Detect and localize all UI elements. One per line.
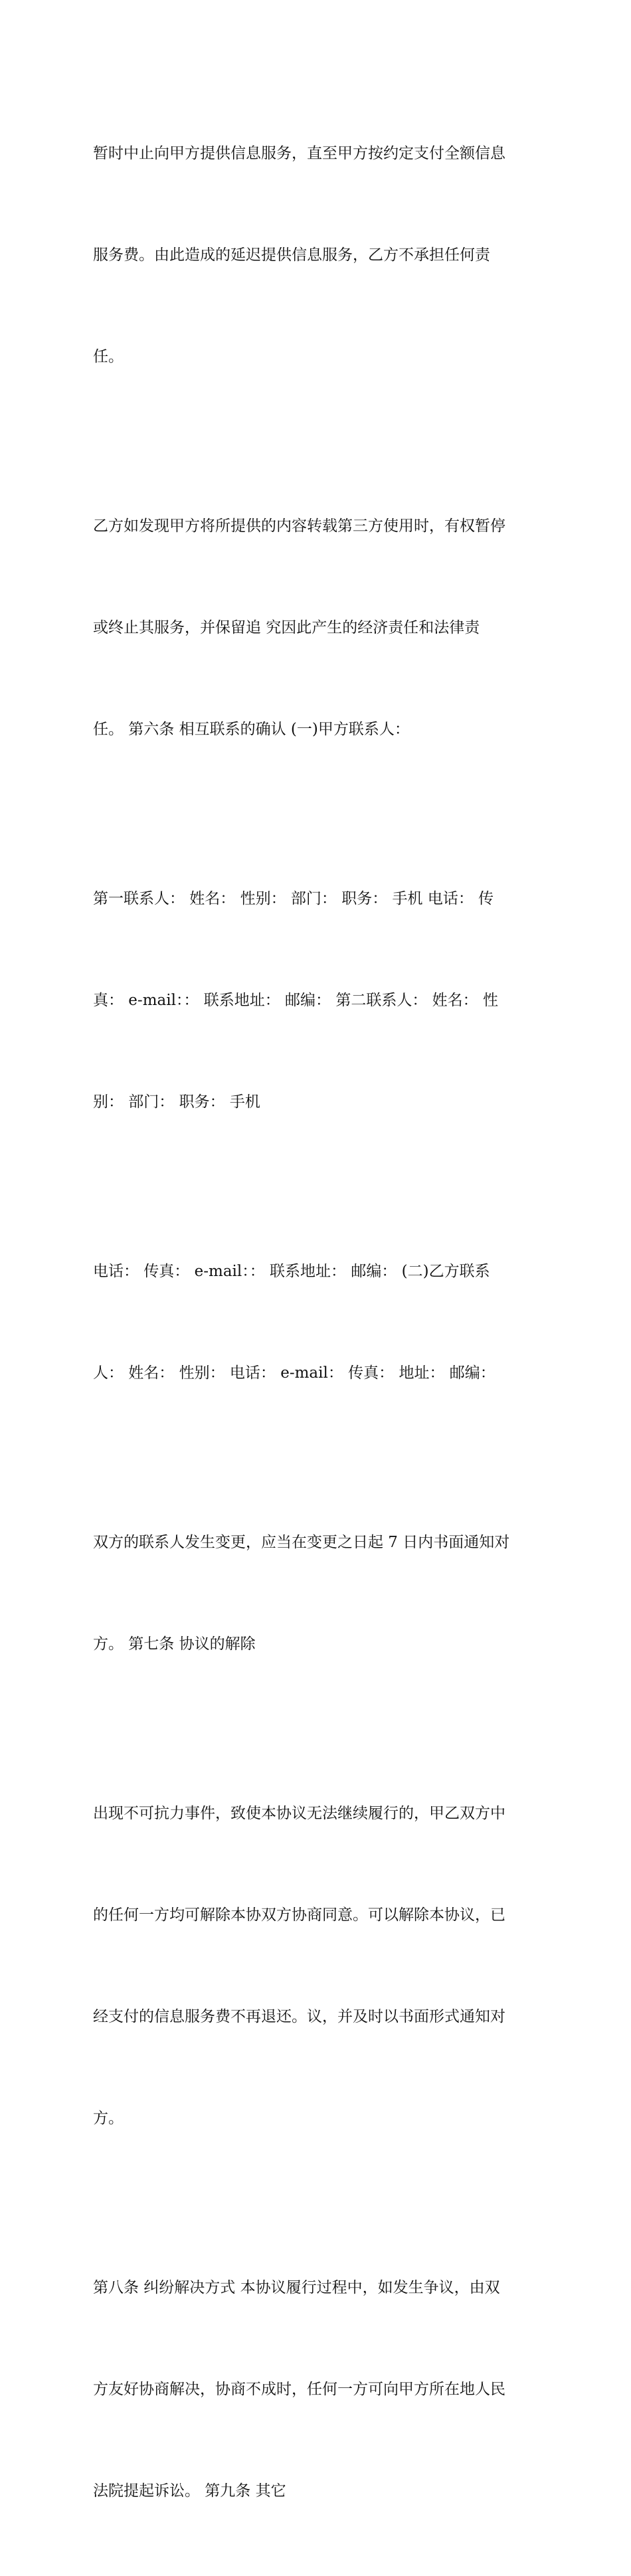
text-line: 电话： 传真： e-mail：： 联系地址： 邮编： (二)乙方联系: [93, 1263, 490, 1280]
text-line: 出现不可抗力事件，致使本协议无法继续履行的，甲乙双方中: [93, 1805, 505, 1822]
text-line: 任。: [93, 348, 124, 365]
paragraph-content-reprint: [93, 442, 545, 814]
paragraph-service-suspension: [93, 69, 545, 442]
text-line: 双方的联系人发生变更，应当在变更之日起 7 日内书面通知对: [93, 1534, 510, 1551]
text-line: 人： 姓名： 性别： 电话： e-mail： 传真： 地址： 邮编：: [93, 1364, 496, 1382]
text-line: 乙方如发现甲方将所提供的内容转载第三方使用时，有权暂停: [93, 517, 505, 535]
paragraph-termination: [93, 1729, 545, 2203]
text-line: 第八条 纠纷解决方式 本协议履行过程中，如发生争议，由双: [93, 2279, 500, 2296]
text-line: 真： e-mail：： 联系地址： 邮编： 第二联系人： 姓名： 性: [93, 992, 498, 1009]
text-line: 服务费。由此造成的延迟提供信息服务，乙方不承担任何责: [93, 246, 490, 264]
text-line: 别： 部门： 职务： 手机: [93, 1093, 260, 1111]
text-line: 或终止其服务，并保留追 究因此产生的经济责任和法律责: [93, 619, 480, 636]
text-line: 法院提起诉讼。 第九条 其它: [93, 2482, 286, 2500]
text-line: 的任何一方均可解除本协双方协商同意。可以解除本协议，已: [93, 1906, 505, 1924]
text-line: 暂时中止向甲方提供信息服务，直至甲方按约定支付全额信息: [93, 145, 505, 162]
paragraph-contact-change: [93, 1458, 545, 1729]
text-line: 方友好协商解决，协商不成时，任何一方可向甲方所在地人民: [93, 2381, 505, 2398]
text-line: 方。: [93, 2110, 124, 2127]
text-line: 方。 第七条 协议的解除: [93, 1635, 256, 1653]
document-page: [93, 69, 545, 2576]
text-line: 经支付的信息服务费不再退还。议，并及时以书面形式通知对: [93, 2008, 505, 2025]
text-line: 第一联系人： 姓名： 性别： 部门： 职务： 手机 电话： 传: [93, 890, 494, 907]
text-line: 任。 第六条 相互联系的确认 (一)甲方联系人：: [93, 721, 410, 738]
paragraph-party-a-contacts: [93, 814, 545, 1187]
paragraph-party-b-contacts: [93, 1187, 545, 1458]
paragraph-dispute-resolution: [93, 2203, 545, 2576]
